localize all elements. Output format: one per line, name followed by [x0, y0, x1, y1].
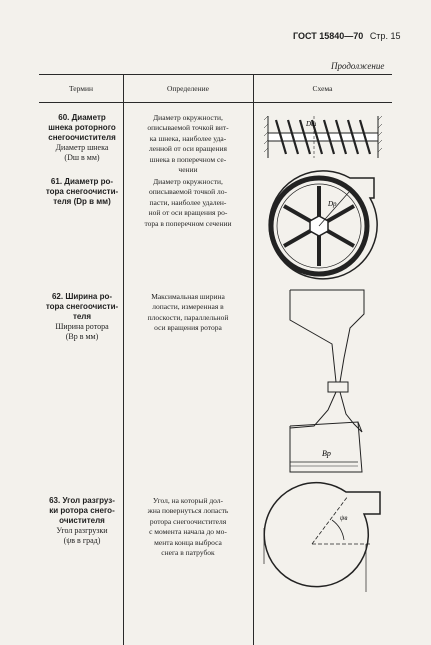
term-62 [42, 292, 122, 342]
rotor-diagram [262, 168, 388, 282]
definition-line: пасти, наиболее удален- [149, 197, 227, 207]
definition-line: ленной от оси вращения [149, 144, 227, 154]
column-divider-2 [253, 74, 254, 645]
definition-line: Диаметр окружности, [153, 113, 223, 122]
definition-line: описываемой точкой вит- [147, 123, 229, 133]
definition-line: шнека в поперечном се- [149, 154, 227, 164]
psi-label: ψв [340, 514, 348, 522]
definition-61 [125, 177, 251, 229]
dr-label: Dр [328, 200, 337, 208]
definition-line: Угол, на который дол- [152, 496, 224, 505]
term-synonym: Ширина ротора [55, 322, 109, 331]
term-number: 60. [58, 113, 70, 122]
column-header-definition: Определение [167, 84, 209, 93]
term-title-line: шнека роторного [48, 123, 116, 132]
term-title-line: тора снегоочисти- [45, 302, 119, 311]
definition-line: снега в патрубок [161, 548, 215, 558]
definition-62 [125, 292, 251, 334]
continuation-label: Продолжение [331, 61, 385, 71]
term-61 [42, 177, 122, 207]
term-title-line: Диаметр [71, 113, 106, 122]
table-header-rule [39, 102, 392, 103]
definition-line: мента конца выброса [154, 537, 222, 547]
term-synonym: Угол разгрузки [56, 526, 108, 535]
definition-line: оси вращения ротора [154, 323, 222, 333]
definition-line: чении [178, 165, 198, 175]
term-title-line: Угол разгруз- [62, 496, 115, 505]
definition-line: лопасти, измеренная в [152, 302, 224, 312]
term-number: 61. [50, 177, 63, 186]
rotor-width-diagram [262, 286, 388, 476]
term-60 [42, 113, 122, 163]
definition-line: плоскости, параллельной [147, 312, 229, 322]
definition-line: жна повернуться лопасть [147, 506, 229, 516]
definition-line: ротора снегоочистителя [149, 516, 227, 526]
definition-line: с момента начала до мо- [149, 527, 227, 537]
page-header [293, 31, 400, 41]
term-number: 63. [49, 496, 61, 505]
definition-line: Диаметр окружности, [153, 177, 223, 186]
term-title-line: теля (Dр в мм) [53, 197, 111, 206]
term-title-line: теля [72, 312, 92, 321]
term-symbol: (Вр в мм) [65, 332, 99, 341]
definition-63 [125, 496, 251, 558]
page-number: Стр. 15 [369, 31, 401, 41]
dsh-label: Dш [306, 120, 317, 128]
definition-line: описываемой точкой ло- [148, 187, 228, 197]
table-top-rule [39, 74, 392, 75]
term-title-line: очистителя [59, 516, 105, 525]
term-synonym: Диаметр шнека [55, 143, 109, 152]
term-number: 62. [51, 292, 64, 301]
auger-diagram [262, 108, 384, 164]
term-title-line: ки ротора снего- [49, 506, 115, 515]
unloading-angle-diagram [260, 488, 390, 598]
definition-60 [125, 113, 251, 175]
term-title-line: снегоочистителя [48, 133, 116, 142]
br-label: Bр [322, 449, 331, 458]
definition-line: ка шнека, наиболее уда- [149, 133, 227, 143]
column-divider-1 [123, 74, 124, 645]
term-symbol: (Dш в мм) [64, 153, 100, 162]
term-title-line: тора снегоочисти- [45, 187, 119, 196]
definition-line: ной от оси вращения ро- [148, 208, 228, 218]
term-63 [42, 496, 122, 546]
definition-line: Максимальная ширина [151, 292, 225, 301]
term-title-line: Диаметр ро- [64, 177, 114, 186]
definition-line: тора в поперечном сечении [144, 218, 232, 228]
column-header-scheme: Схема [312, 84, 333, 93]
standard-number: ГОСТ 15840—70 [293, 31, 364, 41]
term-title-line: Ширина ро- [65, 292, 113, 301]
term-symbol: (ψв в град) [63, 536, 101, 545]
column-header-term: Термин [68, 84, 94, 93]
